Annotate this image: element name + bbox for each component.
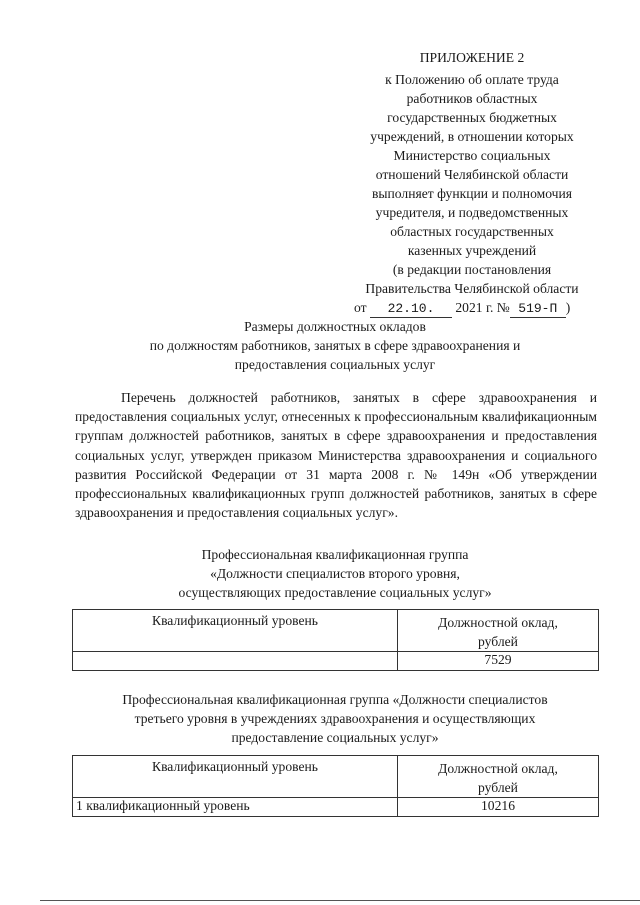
appendix-title: ПРИЛОЖЕНИЕ 2 xyxy=(419,50,525,65)
salary-cell: 7529 xyxy=(398,652,599,671)
closing-paren: ) xyxy=(565,300,571,315)
col-header-salary-line1: Должностной оклад, xyxy=(438,761,558,776)
group-2-salary-table xyxy=(72,755,599,817)
decree-date: 22.10. xyxy=(370,301,452,318)
title-line: по должностям работников, занятых в сфере здравоохранения и xyxy=(149,338,521,353)
table-header-row xyxy=(73,610,599,652)
col-header-salary-line1: Должностной оклад, xyxy=(438,615,558,630)
header-line: областных государственных xyxy=(390,224,554,239)
decree-date-line xyxy=(354,300,570,318)
table-row xyxy=(73,798,599,817)
col-header-level: Квалификационный уровень xyxy=(73,756,398,798)
intro-paragraph: Перечень должностей работников, занятых в сфере здравоохранения и предоставления социальных услуг, отнесенных к профессиональным квалификационным группам должностей работников, занятых в сфере здравоохранения и предоставления социальных услуг, утвержден приказом Министерства здравоохранения и социального развития Российской Федерации от 31 марта 2008 г. № 149н «Об утверждении профессиональных квалификационных групп должностей работников, занятых в сфере здравоохранения и предоставления социальных услуг». xyxy=(75,390,597,521)
date-prefix: от xyxy=(354,300,367,315)
header-line: работников областных xyxy=(406,91,538,106)
col-header-salary-line2: рублей xyxy=(478,634,518,649)
col-header-level: Квалификационный уровень xyxy=(73,610,398,652)
group-heading-line: третьего уровня в учреждениях здравоохранения и осуществляющих xyxy=(134,711,536,726)
group-1-salary-table xyxy=(72,609,599,671)
group-heading-line: осуществляющих предоставление социальных услуг» xyxy=(178,585,492,600)
header-line: учредителя, и подведомственных xyxy=(375,205,569,220)
salary-cell: 10216 xyxy=(398,798,599,817)
header-line: Правительства Челябинской области xyxy=(365,281,579,296)
col-header-salary xyxy=(398,756,599,798)
group-heading-line: Профессиональная квалификационная группа «Должности специалистов xyxy=(122,692,548,707)
qualification-level-cell xyxy=(73,652,398,671)
decree-number: 519-П xyxy=(510,301,566,318)
scan-edge-line xyxy=(40,900,640,901)
group-heading-line: предоставление социальных услуг» xyxy=(231,730,439,745)
col-header-salary xyxy=(398,610,599,652)
table-row xyxy=(73,652,599,671)
col-header-salary-line2: рублей xyxy=(478,780,518,795)
header-line: Министерство социальных xyxy=(393,148,551,163)
header-line: учреждений, в отношении которых xyxy=(370,129,574,144)
qualification-level-cell: 1 квалификационный уровень xyxy=(73,798,398,817)
header-line: (в редакции постановления xyxy=(392,262,552,277)
header-line: государственных бюджетных xyxy=(387,110,557,125)
header-line: отношений Челябинской области xyxy=(375,167,569,182)
title-line: предоставления социальных услуг xyxy=(234,357,436,372)
header-line: к Положению об оплате труда xyxy=(385,72,559,87)
group-heading-line: «Должности специалистов второго уровня, xyxy=(210,566,460,581)
table-header-row xyxy=(73,756,599,798)
decree-year-number-label: 2021 г. № xyxy=(455,300,510,315)
group-heading-line: Профессиональная квалификационная группа xyxy=(201,547,469,562)
header-line: выполняет функции и полномочия xyxy=(371,186,573,201)
header-line: казенных учреждений xyxy=(407,243,537,258)
title-line: Размеры должностных окладов xyxy=(244,319,426,334)
